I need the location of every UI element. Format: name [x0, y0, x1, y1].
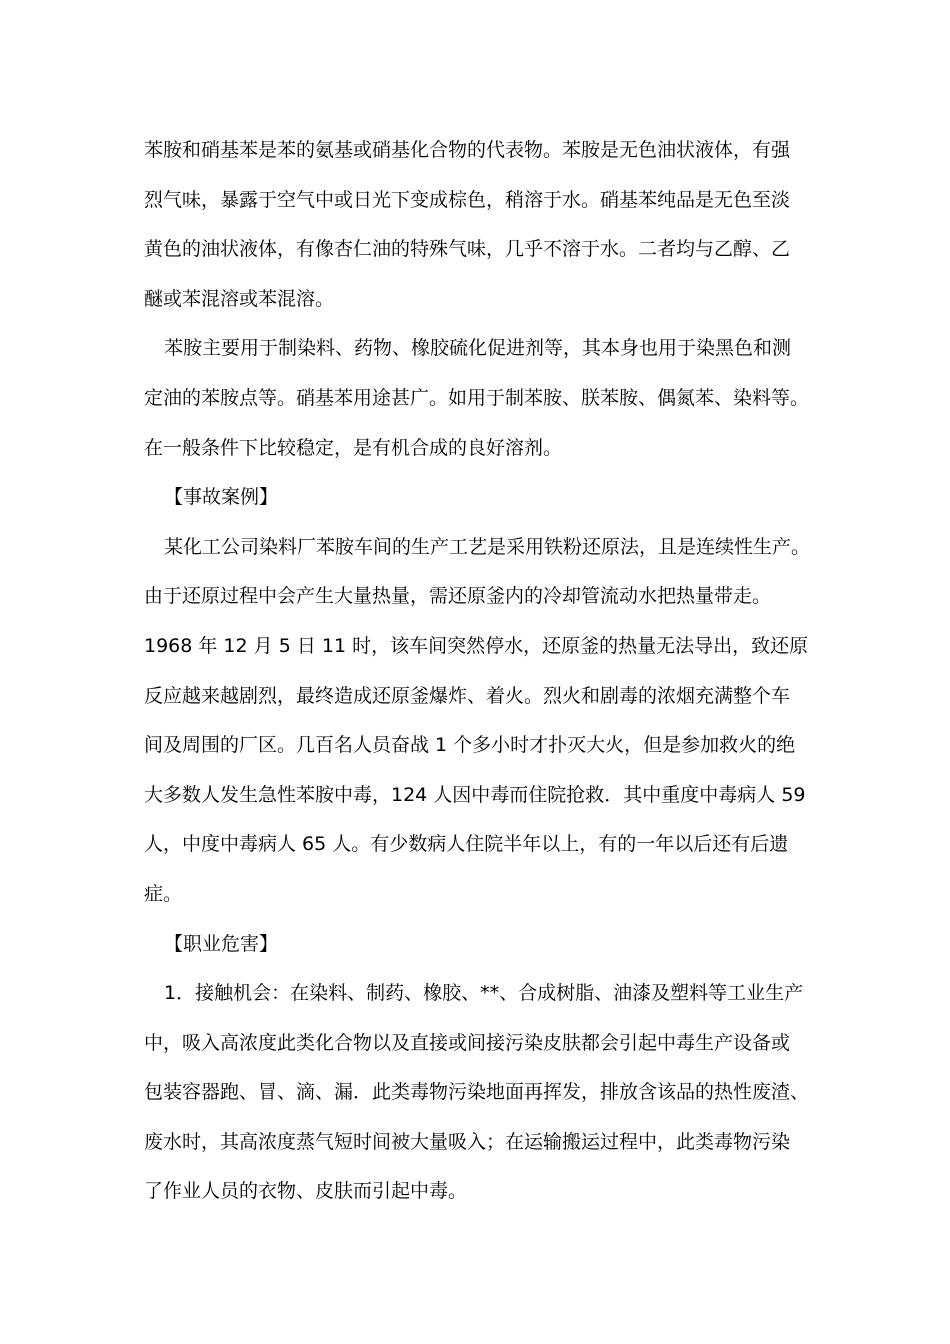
text-line: 间及周围的厂区。几百名人员奋战 1 个多小时才扑灭大火，但是参加救火的绝	[144, 734, 796, 757]
text-line: 由于还原过程中会产生大量热量，需还原釜内的冷却管流动水把热量带走。	[144, 585, 772, 608]
text-line: 某化工公司染料厂苯胺车间的生产工艺是采用铁粉还原法，且是连续性生产。	[164, 535, 811, 558]
text-line: 废水时，其高浓度蒸气短时间被大量吸入；在运输搬运过程中，此类毒物污染	[144, 1130, 791, 1153]
text-line: 醚或苯混溶或苯混溶。	[144, 287, 335, 310]
section-heading-accident-case: 【事故案例】	[164, 486, 279, 509]
text-line: 定油的苯胺点等。硝基苯用途甚广。如用于制苯胺、朕苯胺、偶氮苯、染料等。	[144, 386, 810, 409]
text-line: 中，吸入高浓度此类化合物以及直接或间接污染皮肤都会引起中毒生产设备或	[144, 1031, 791, 1054]
text-line: 苯胺主要用于制染料、药物、橡胶硫化促进剂等，其本身也用于染黑色和测	[164, 337, 792, 360]
text-line: 1968 年 12 月 5 日 11 时，该车间突然停水，还原釜的热量无法导出，致还原	[144, 634, 809, 657]
text-line: 人，中度中毒病人 65 人。有少数病人住院半年以上，有的一年以后还有后遗	[144, 833, 789, 856]
section-heading-occupational-hazard: 【职业危害】	[164, 932, 279, 955]
text-line: 苯胺和硝基苯是苯的氨基或硝基化合物的代表物。苯胺是无色油状液体，有强	[144, 139, 791, 161]
text-line: 了作业人员的衣物、皮肤而引起中毒。	[144, 1180, 468, 1203]
text-line: 反应越来越剧烈，最终造成还原釜爆炸、着火。烈火和剧毒的浓烟充满整个车	[144, 684, 791, 707]
text-line: 症。	[144, 882, 183, 905]
text-line: 包装容器跑、冒、滴、漏．此类毒物污染地面再挥发，排放含该品的热性废渣、	[144, 1081, 810, 1104]
text-line: 大多数人发生急性苯胺中毒，124 人因中毒而住院抢救．其中重度中毒病人 59	[144, 783, 806, 806]
text-line: 烈气味，暴露于空气中或日光下变成棕色，稍溶于水。硝基苯纯品是无色至淡	[144, 188, 791, 211]
text-line: 在一般条件下比较稳定，是有机合成的良好溶剂。	[144, 436, 563, 459]
document-body	[144, 126, 816, 1217]
text-line: 1．接触机会：在染料、制药、橡胶、**、合成树脂、油漆及塑料等工业生产	[164, 982, 804, 1005]
text-line: 黄色的油状液体，有像杏仁油的特殊气味，几乎不溶于水。二者均与乙醇、乙	[144, 238, 791, 261]
